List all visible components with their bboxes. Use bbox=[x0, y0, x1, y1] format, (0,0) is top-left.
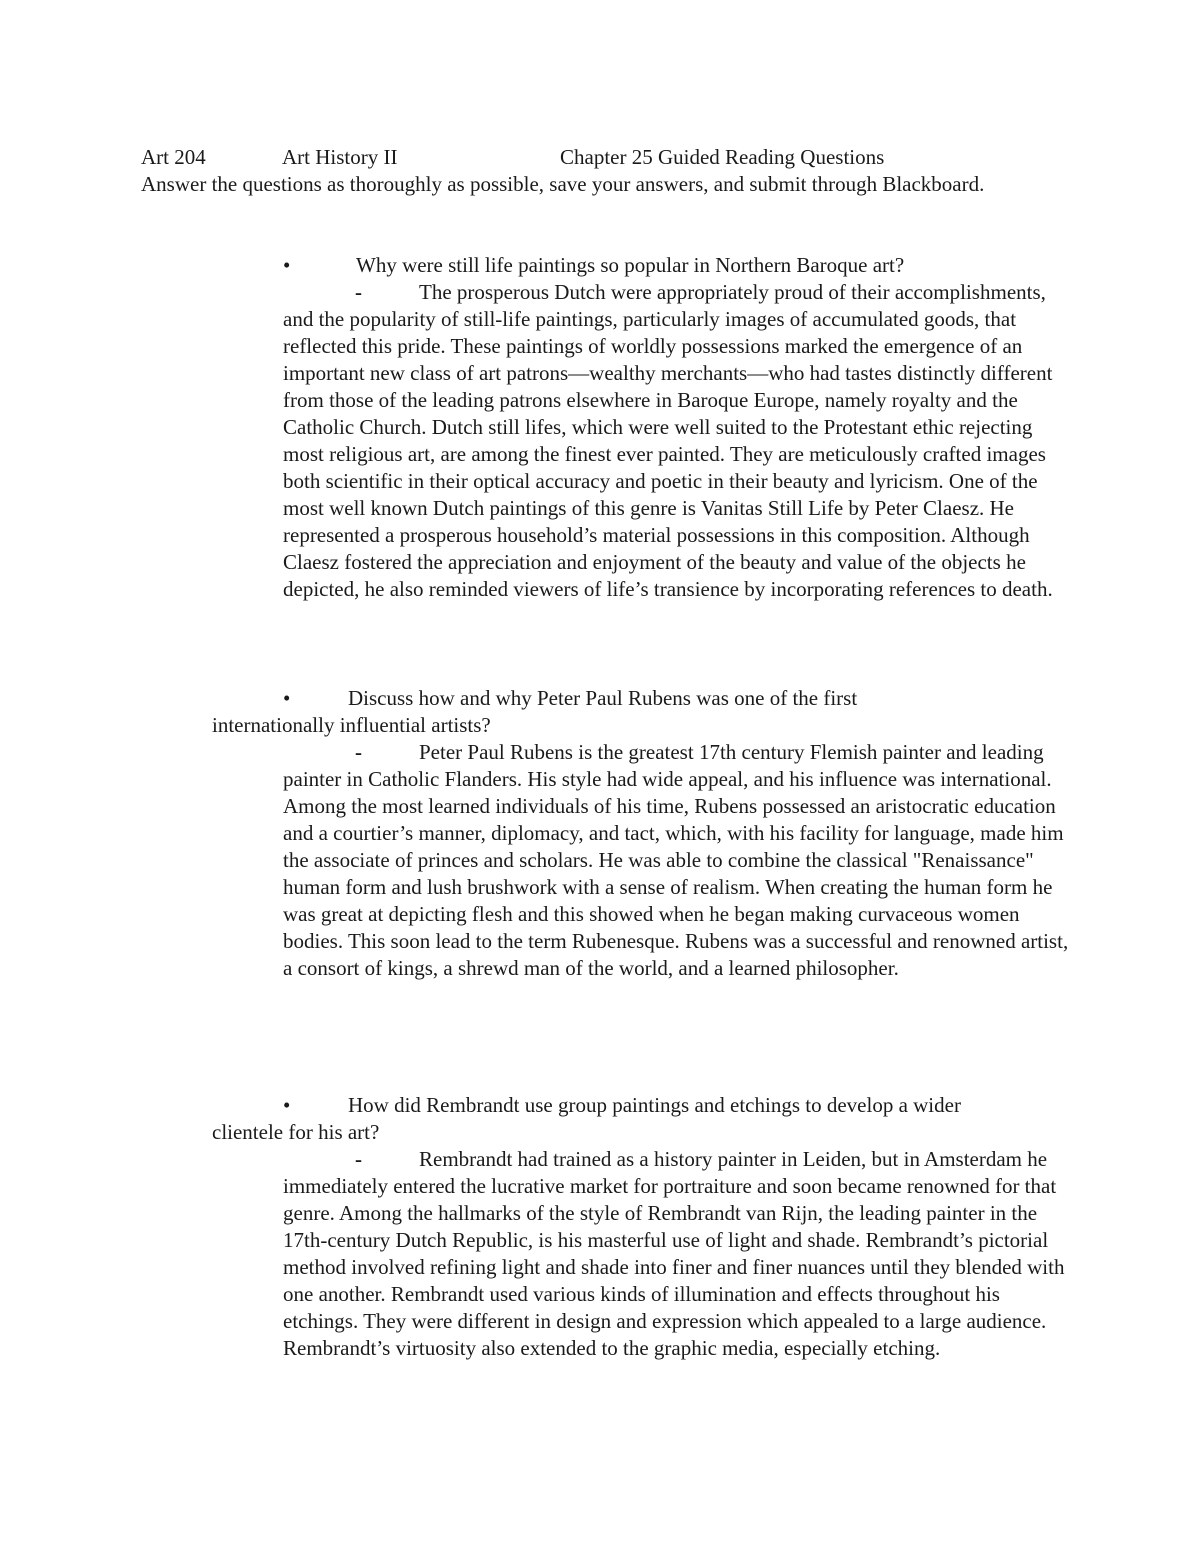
answer-3: Rembrandt had trained as a history painter in Leiden, but in Amsterdam he immediately entered the lucrative market for portraiture and soon became renowned for that genre. Among the hallmarks of the style of Rembrandt van Rijn, the leading painter in the 17th-century Dutch Republic, is his masterful use of light and shade. Rembrandt’s pictorial method involved refining light and shade into finer and finer nuances until they blended with one another. Rembrandt used various kinds of illumination and effects throughout his etchings. They were different in design and expression which appealed to a large audience. Rembrandt’s virtuosity also extended to the graphic media, especially etching. bbox=[283, 1147, 1065, 1360]
dash-marker: - bbox=[355, 280, 362, 304]
question-2: Discuss how and why Peter Paul Rubens was one of the first internationally influential artists? bbox=[212, 686, 858, 737]
bullet-marker: • bbox=[283, 253, 291, 277]
answer-2: Peter Paul Rubens is the greatest 17th century Flemish painter and leading painter in Catholic Flanders. His style had wide appeal, and his influence was international. Among the most learned individuals of his time, Rubens possessed an aristocratic education and a courtier’s manner, diplomacy, and tact, which, with his facility for language, made him the associate of princes and scholars. He was able to combine the classical "Renaissance" human form and lush brushwork with a sense of realism. When creating the human form he was great at depicting flesh and this showed when he began making curvaceous women bodies. This soon lead to the term Rubenesque. Rubens was a successful and renowned artist, a consort of kings, a shrewd man of the world, and a learned philosopher. bbox=[283, 740, 1069, 980]
instructions-text: Answer the questions as thoroughly as possible, save your answers, and submit through Blackboard. bbox=[141, 172, 985, 196]
dash-marker: - bbox=[355, 1147, 362, 1171]
question-3: How did Rembrandt use group paintings and etchings to develop a wider clientele for his art? bbox=[212, 1093, 961, 1144]
assignment-title: Chapter 25 Guided Reading Questions bbox=[560, 145, 885, 169]
bullet-marker: • bbox=[283, 686, 291, 710]
bullet-marker: • bbox=[283, 1093, 291, 1117]
dash-marker: - bbox=[355, 740, 362, 764]
course-name: Art History II bbox=[282, 145, 398, 169]
course-code: Art 204 bbox=[141, 145, 206, 169]
answer-1: The prosperous Dutch were appropriately proud of their accomplishments, and the popularity of still-life paintings, particularly images of accumulated goods, that reflected this pride. These paintings of worldly possessions marked the emergence of an important new class of art patrons—wealthy merchants—who had tastes distinctly different from those of the leading patrons elsewhere in Baroque Europe, namely royalty and the Catholic Church. Dutch still lifes, which were well suited to the Protestant ethic rejecting most religious art, are among the finest ever painted. They are meticulously crafted images both scientific in their optical accuracy and poetic in their beauty and lyricism. One of the most well known Dutch paintings of this genre is Vanitas Still Life by Peter Claesz. He represented a prosperous household’s material possessions in this composition. Although Claesz fostered the appreciation and enjoyment of the beauty and value of the objects he depicted, he also reminded viewers of life’s transience by incorporating references to death. bbox=[283, 280, 1053, 601]
question-1: Why were still life paintings so popular in Northern Baroque art? bbox=[356, 253, 905, 277]
